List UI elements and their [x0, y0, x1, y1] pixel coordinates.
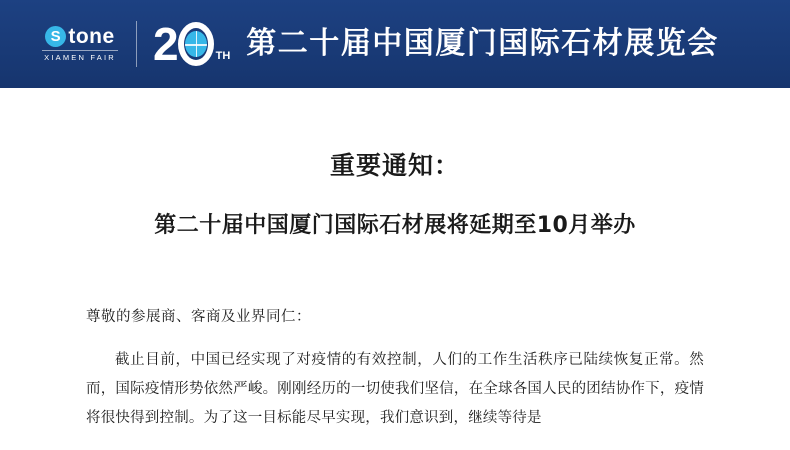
notice-headline-primary: 重要通知： [329, 151, 460, 180]
logo-word-text: tone [68, 25, 115, 48]
logo-subtitle: XIAMEN FAIR [42, 50, 118, 62]
anniversary-digit-two: 2 [153, 18, 178, 70]
document-body [0, 146, 790, 433]
body-paragraph-1: 截止目前，中国已经实现了对疫情的有效控制，人们的工作生活秩序已陆续恢复正常。然而，国际疫情形势依然严峻。刚刚经历的一切使我们坚信，在全球各国人民的团结协作下，疫情将很快得到控制。为了这一目标能尽早实现，我们意识到，继续等待是 [86, 352, 704, 426]
anniversary-suffix: TH [215, 50, 231, 62]
salutation-text: 尊敬的参展商、客商及业界同仁： [86, 309, 311, 325]
banner-title: 第二十届中国厦门国际石材展览会 [246, 26, 719, 61]
banner-content [0, 18, 790, 70]
banner-divider [136, 21, 137, 67]
notice-headline-secondary: 第二十届中国厦门国际石材展将延期至10月举办 [154, 213, 636, 238]
event-banner [0, 0, 790, 88]
stone-s-icon: S [45, 26, 66, 47]
anniversary-mark [153, 18, 231, 70]
anniversary-number [153, 18, 214, 70]
logo-wordmark [45, 26, 114, 47]
stone-xiamen-fair-logo [34, 26, 126, 62]
anniversary-globe-icon [178, 22, 214, 66]
globe-shape [185, 31, 207, 57]
